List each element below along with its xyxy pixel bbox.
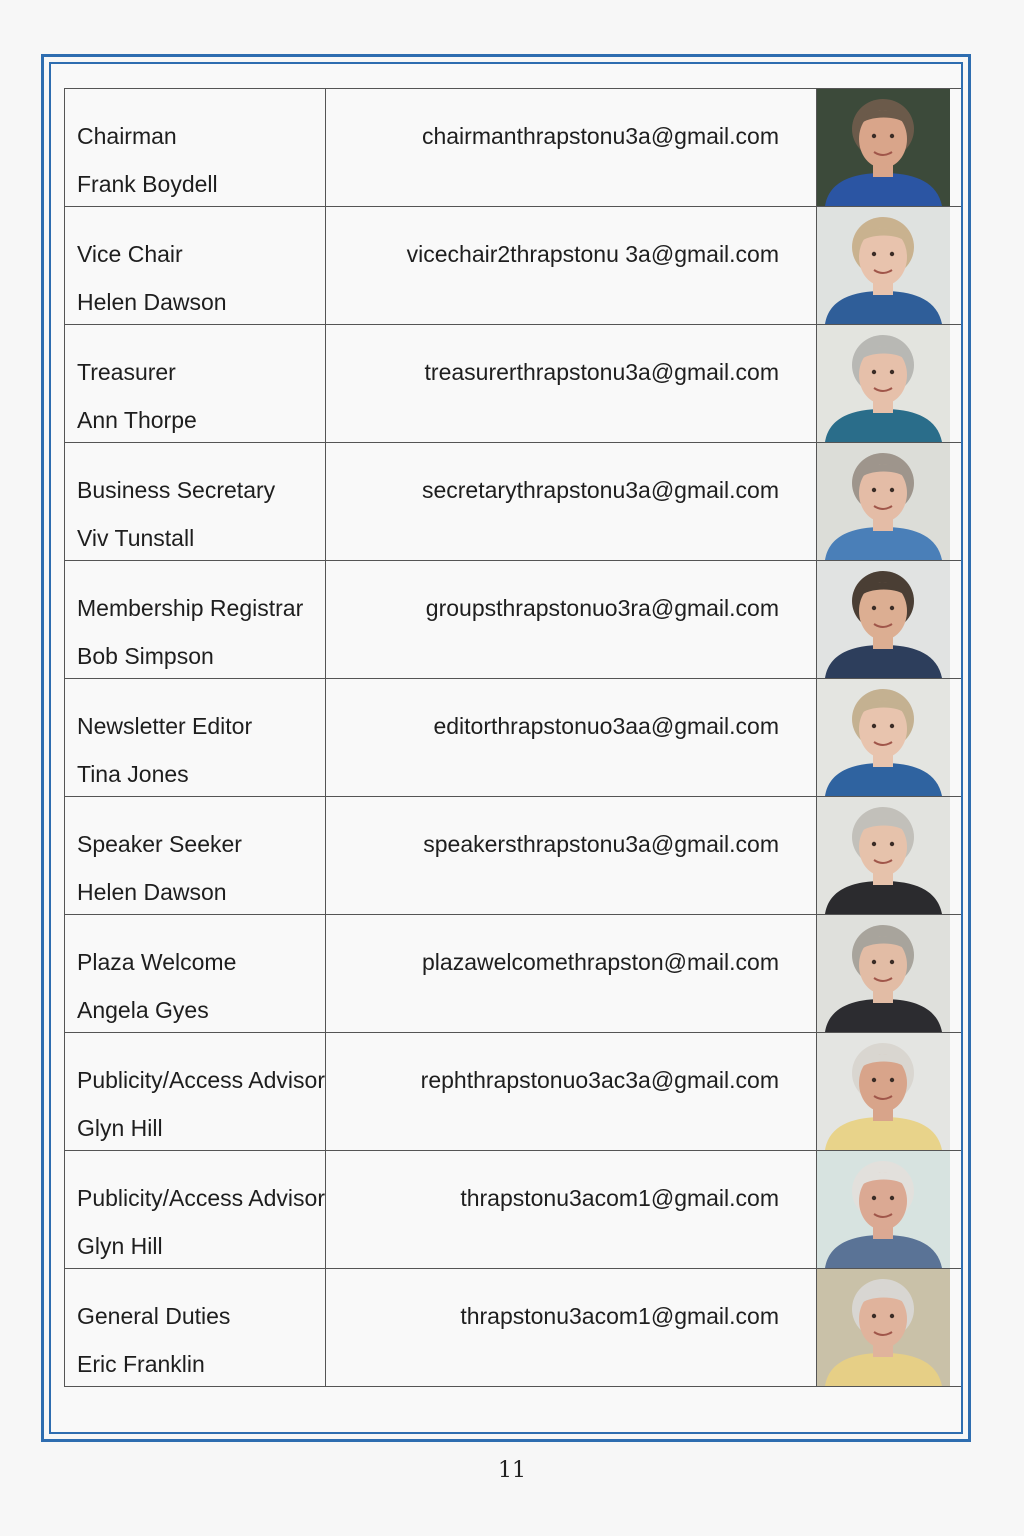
email-address[interactable]: rephthrapstonuo3ac3a@gmail.com: [420, 1067, 779, 1093]
person-icon: [817, 207, 950, 324]
person-icon: [817, 325, 950, 442]
portrait-photo: [816, 1151, 950, 1268]
table-row: [64, 1150, 961, 1268]
role-title: Chairman: [77, 123, 177, 149]
table-row: [64, 442, 961, 560]
email-address[interactable]: secretarythrapstonu3a@gmail.com: [421, 477, 779, 503]
column-divider: [325, 1151, 326, 1268]
person-icon: [817, 89, 950, 206]
portrait-photo: [816, 915, 950, 1032]
portrait-photo: [816, 679, 950, 796]
portrait-photo: [816, 1269, 950, 1386]
table-row: [64, 1268, 961, 1387]
member-name: Bob Simpson: [77, 643, 214, 669]
person-icon: [817, 915, 950, 1032]
portrait-photo: [816, 207, 950, 324]
column-divider: [325, 325, 326, 442]
role-title: Treasurer: [77, 359, 176, 385]
role-title: Publicity/Access Advisor: [77, 1067, 325, 1093]
portrait-photo: [816, 561, 950, 678]
role-title: Speaker Seeker: [77, 831, 242, 857]
role-title: General Duties: [77, 1303, 231, 1329]
person-icon: [817, 443, 950, 560]
table-row: [64, 678, 961, 796]
table-row: [64, 560, 961, 678]
role-title: Publicity/Access Advisor: [77, 1185, 325, 1211]
person-icon: [817, 561, 950, 678]
email-address[interactable]: groupsthrapstonuo3ra@gmail.com: [425, 595, 779, 621]
page-number: 11: [498, 1458, 526, 1483]
column-divider: [325, 797, 326, 914]
role-title: Newsletter Editor: [77, 713, 253, 739]
role-title: Vice Chair: [77, 241, 183, 267]
person-icon: [817, 1269, 950, 1386]
email-address[interactable]: vicechair2thrapstonu 3a@gmail.com: [406, 241, 779, 267]
email-address[interactable]: editorthrapstonuo3aa@gmail.com: [433, 713, 779, 739]
role-title: Membership Registrar: [77, 595, 304, 621]
portrait-photo: [816, 325, 950, 442]
member-name: Eric Franklin: [77, 1351, 205, 1377]
portrait-photo: [816, 1033, 950, 1150]
member-name: Glyn Hill: [77, 1115, 163, 1141]
table-row: [64, 324, 961, 442]
email-address[interactable]: thrapstonu3acom1@gmail.com: [460, 1303, 779, 1329]
column-divider: [325, 1033, 326, 1150]
person-icon: [817, 1033, 950, 1150]
table-row: [64, 206, 961, 324]
committee-table: [64, 88, 961, 1387]
column-divider: [325, 89, 326, 206]
email-address[interactable]: treasurerthrapstonu3a@gmail.com: [424, 359, 779, 385]
email-address[interactable]: speakersthrapstonu3a@gmail.com: [423, 831, 779, 857]
column-divider: [325, 443, 326, 560]
table-row: [64, 88, 961, 206]
table-row: [64, 1032, 961, 1150]
portrait-photo: [816, 89, 950, 206]
table-row: [64, 914, 961, 1032]
member-name: Glyn Hill: [77, 1233, 163, 1259]
role-title: Plaza Welcome: [77, 949, 237, 975]
column-divider: [325, 1269, 326, 1386]
member-name: Helen Dawson: [77, 879, 227, 905]
member-name: Frank Boydell: [77, 171, 218, 197]
portrait-photo: [816, 797, 950, 914]
column-divider: [325, 207, 326, 324]
column-divider: [325, 915, 326, 1032]
column-divider: [325, 679, 326, 796]
column-divider: [325, 561, 326, 678]
table-row: [64, 796, 961, 914]
member-name: Ann Thorpe: [77, 407, 197, 433]
portrait-photo: [816, 443, 950, 560]
person-icon: [817, 1151, 950, 1268]
member-name: Angela Gyes: [77, 997, 209, 1023]
member-name: Tina Jones: [77, 761, 189, 787]
member-name: Viv Tunstall: [77, 525, 195, 551]
member-name: Helen Dawson: [77, 289, 227, 315]
role-title: Business Secretary: [77, 477, 276, 503]
email-address[interactable]: thrapstonu3acom1@gmail.com: [460, 1185, 779, 1211]
person-icon: [817, 797, 950, 914]
person-icon: [817, 679, 950, 796]
email-address[interactable]: chairmanthrapstonu3a@gmail.com: [421, 123, 779, 149]
email-address[interactable]: plazawelcomethrapston@mail.com: [422, 949, 779, 975]
